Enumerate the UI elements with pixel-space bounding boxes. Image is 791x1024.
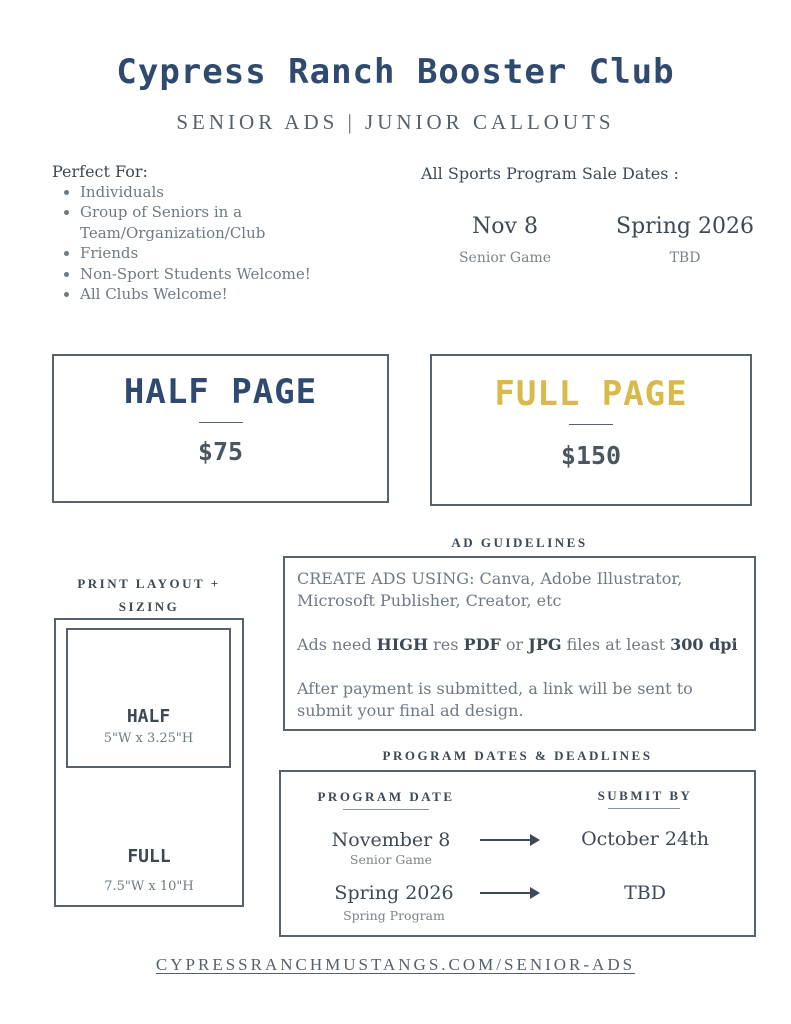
full-page-price-card [430, 354, 752, 506]
half-page-price: $75 [197, 437, 244, 466]
footer-url-text[interactable]: CYPRESSRANCHMUSTANGS.COM/SENIOR-ADS [155, 955, 636, 974]
deadlines-heading: PROGRAM DATES & DEADLINES [382, 748, 653, 763]
footer-url-link[interactable] [0, 955, 791, 975]
perfect-for-list [60, 182, 340, 304]
sale-date-2-label: TBD [669, 250, 701, 266]
half-layout-outline [66, 628, 231, 768]
resolution-text: Ads need HIGH res PDF or JPG files at least 300 dpi [297, 635, 738, 654]
submit-by-2: TBD [624, 882, 666, 904]
full-page-price: $150 [560, 441, 622, 470]
sale-date-1: Nov 8 [472, 214, 538, 239]
divider [343, 809, 429, 810]
submit-by-1: October 24th [581, 828, 709, 850]
sale-date-2: Spring 2026 [616, 214, 754, 239]
half-page-price-card [52, 354, 389, 503]
arrow-right-icon [480, 839, 538, 841]
divider [569, 424, 613, 425]
list-item: • Individuals [80, 182, 340, 202]
program-date-1-sub: Senior Game [349, 852, 433, 867]
program-date-2-sub: Spring Program [343, 908, 445, 923]
half-page-title: HALF PAGE [123, 372, 318, 412]
ad-guidelines-heading: AD GUIDELINES [451, 535, 588, 550]
perfect-for-heading: Perfect For: [52, 162, 148, 181]
divider [608, 808, 680, 809]
list-item: • Non-Sport Students Welcome! [80, 264, 340, 284]
page-title: Cypress Ranch Booster Club [116, 52, 675, 92]
program-date-column-header: PROGRAM DATE [317, 789, 455, 804]
half-layout-label: HALF [126, 706, 171, 727]
program-date-1: November 8 [331, 829, 451, 851]
full-layout-label: FULL [127, 846, 171, 867]
submit-by-column-header: SUBMIT BY [597, 788, 693, 803]
payment-text: After payment is submitted, a link will be sent to submit your final ad design. [297, 679, 693, 720]
list-item: • All Clubs Welcome! [80, 284, 340, 304]
full-layout-size: 7.5"W x 10"H [104, 879, 194, 894]
sale-date-1-label: Senior Game [458, 250, 552, 266]
program-date-2: Spring 2026 [334, 882, 454, 904]
half-layout-size: 5"W x 3.25"H [103, 731, 194, 746]
divider [199, 422, 243, 423]
full-page-title: FULL PAGE [494, 374, 688, 414]
list-item: • Group of Seniors in a Team/Organization/Club [80, 202, 340, 243]
create-ads-text: CREATE ADS USING: Canva, Adobe Illustrator, Microsoft Publisher, Creator, etc [297, 569, 683, 610]
sale-dates-heading: All Sports Program Sale Dates : [421, 164, 679, 183]
page-subtitle: SENIOR ADS | JUNIOR CALLOUTS [176, 110, 615, 134]
ad-guidelines-box [283, 556, 756, 731]
arrow-right-icon [480, 892, 538, 894]
list-item: • Friends [80, 243, 340, 263]
print-layout-heading: PRINT LAYOUT + SIZING [77, 576, 221, 614]
